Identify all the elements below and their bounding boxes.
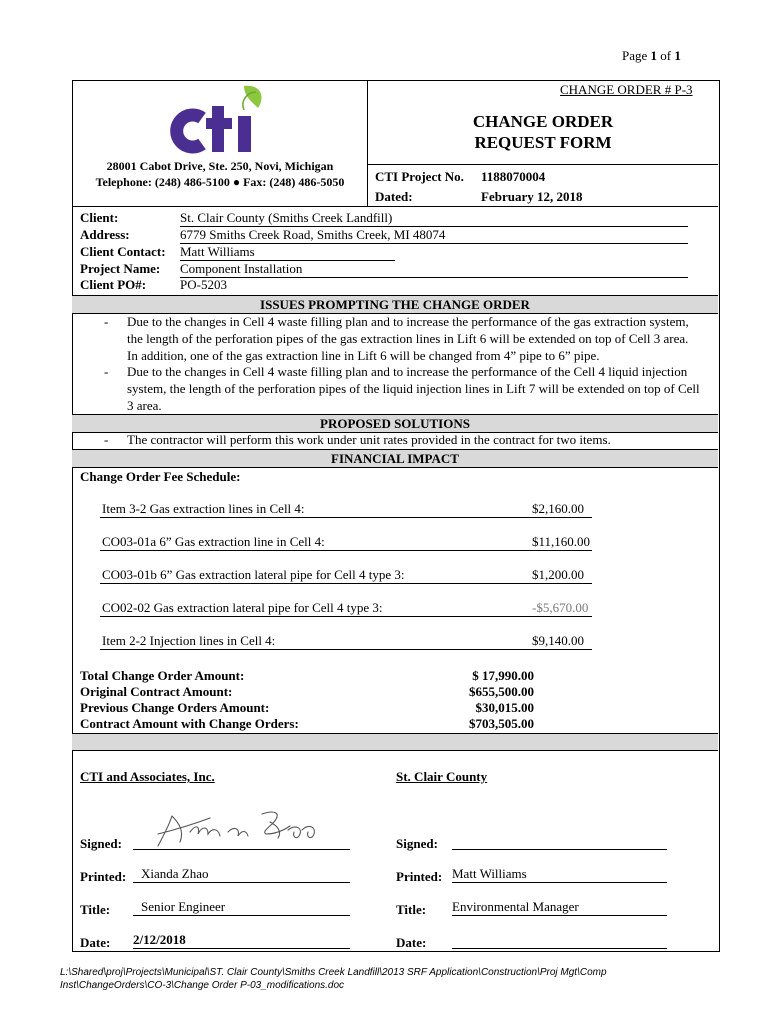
- total-value: $ 17,990.00: [472, 668, 534, 683]
- left-title-line: [133, 899, 350, 916]
- issue-item-2-line3: 3 area.: [127, 397, 162, 413]
- right-printed-label: Printed:: [396, 869, 443, 884]
- form-title-line1: CHANGE ORDER: [472, 112, 614, 131]
- left-org-name: CTI and Associates, Inc.: [80, 769, 215, 784]
- left-title-value: Senior Engineer: [141, 899, 226, 914]
- company-address: [76, 158, 364, 190]
- address-label: Address:: [80, 227, 130, 242]
- contract-with-orders-value: $703,505.00: [469, 716, 534, 731]
- financial-heading: FINANCIAL IMPACT: [72, 449, 718, 468]
- fee-amount: $2,160.00: [532, 501, 584, 516]
- project-name-value: Component Installation: [180, 261, 688, 278]
- fee-schedule-label: Change Order Fee Schedule:: [80, 469, 241, 484]
- left-date-line: [133, 932, 350, 949]
- left-signed-label: Signed:: [80, 836, 122, 851]
- fee-row: [100, 534, 592, 551]
- fee-label: Item 2-2 Injection lines in Cell 4:: [102, 633, 276, 648]
- right-date-line: [452, 932, 667, 949]
- client-contact-label: Client Contact:: [80, 244, 166, 259]
- left-date-label: Date:: [80, 935, 111, 950]
- right-printed-value: Matt Williams: [452, 866, 527, 881]
- handwritten-signature: [150, 802, 320, 850]
- fee-amount: $1,200.00: [532, 567, 584, 582]
- original-contract-value: $655,500.00: [469, 684, 534, 699]
- issue-item-2-dash: -: [104, 364, 109, 379]
- left-title-label: Title:: [80, 902, 111, 917]
- dated-value: February 12, 2018: [481, 189, 583, 204]
- project-no-value: 1188070004: [481, 169, 546, 184]
- right-title-line: [452, 899, 667, 916]
- dated-label: Dated:: [375, 189, 413, 204]
- fee-amount-negative: -$5,670.00: [532, 600, 589, 615]
- header-bottom-line: [72, 206, 718, 207]
- right-title-value: Environmental Manager: [452, 899, 579, 914]
- change-order-number: CHANGE ORDER # P-3: [560, 82, 693, 97]
- solution-item-dash: -: [104, 432, 109, 447]
- company-street: 28001 Cabot Drive, Ste. 250, Novi, Michigan: [106, 159, 334, 173]
- fee-label: CO03-01b 6” Gas extraction lateral pipe for Cell 4 type 3:: [102, 567, 405, 582]
- solutions-heading: PROPOSED SOLUTIONS: [72, 414, 718, 433]
- right-signed-line: [452, 833, 667, 850]
- right-org-name: St. Clair County: [396, 769, 488, 784]
- project-name-label: Project Name:: [80, 261, 161, 276]
- issue-item-1-line1: Due to the changes in Cell 4 waste filling plan and to increase the performance of the gas extraction system,: [127, 314, 689, 329]
- contract-with-orders-label: Contract Amount with Change Orders:: [80, 716, 299, 731]
- separator-band: [72, 733, 718, 751]
- right-title-label: Title:: [396, 902, 427, 917]
- issue-item-2-line1: Due to the changes in Cell 4 waste filling plan and to increase the performance of the Cell 4 liquid injection: [127, 364, 688, 379]
- fee-label: Item 3-2 Gas extraction lines in Cell 4:: [102, 501, 305, 516]
- issues-heading: ISSUES PROMPTING THE CHANGE ORDER: [72, 295, 718, 314]
- page-number: Page 1 of 1: [622, 48, 681, 63]
- issue-item-1-dash: -: [104, 314, 109, 329]
- fee-label: CO03-01a 6” Gas extraction line in Cell 4:: [102, 534, 325, 549]
- original-contract-label: Original Contract Amount:: [80, 684, 233, 699]
- file-path-line2: Inst\ChangeOrders\CO-3\Change Order P-03_modifications.doc: [60, 980, 345, 991]
- issue-item-1-line3: In addition, one of the gas extraction line in Lift 6 will be changed from 4” pipe to 6” pipe.: [127, 347, 600, 363]
- file-path-line1: L:\Shared\proj\Projects\Municipal\ST. Clair County\Smiths Creek Landfill\2013 SRF Application\Construction\Proj Mgt\Comp: [60, 967, 607, 978]
- project-no-label: CTI Project No.: [375, 169, 464, 184]
- left-printed-line: [133, 866, 350, 883]
- previous-orders-value: $30,015.00: [475, 700, 534, 715]
- issue-item-2-line2: system, the length of the perforation pipes of the liquid injection lines in Lift 7 will be extended on top of Cell: [127, 380, 700, 396]
- right-date-label: Date:: [396, 935, 427, 950]
- client-contact-value: Matt Williams: [180, 244, 395, 261]
- file-path-footer: [60, 966, 720, 992]
- previous-orders-label: Previous Change Orders Amount:: [80, 700, 270, 715]
- fee-row: [100, 633, 592, 650]
- client-po-label: Client PO#:: [80, 277, 147, 292]
- left-date-value: 2/12/2018: [133, 932, 186, 947]
- cti-logo: [160, 82, 280, 157]
- address-value: 6779 Smiths Creek Road, Smiths Creek, MI 48074: [180, 227, 688, 244]
- form-title-line2: REQUEST FORM: [474, 133, 612, 152]
- issue-item-1-line2: the length of the perforation pipes of the gas extraction lines in Lift 6 will be extended on top of Cell 3 area.: [127, 330, 689, 346]
- fee-amount: $11,160.00: [532, 534, 591, 549]
- fee-row: [100, 567, 592, 584]
- fee-row: [100, 600, 592, 617]
- client-value: St. Clair County (Smiths Creek Landfill): [180, 210, 688, 227]
- total-label: Total Change Order Amount:: [80, 668, 245, 683]
- left-printed-label: Printed:: [80, 869, 127, 884]
- fee-amount: $9,140.00: [532, 633, 584, 648]
- client-label: Client:: [80, 210, 119, 225]
- form-title: [443, 111, 643, 153]
- left-printed-value: Xianda Zhao: [141, 866, 209, 881]
- right-signed-label: Signed:: [396, 836, 438, 851]
- right-printed-line: [452, 866, 667, 883]
- fee-label: CO02-02 Gas extraction lateral pipe for Cell 4 type 3:: [102, 600, 383, 615]
- solution-item-text: The contractor will perform this work under unit rates provided in the contract for two items.: [127, 432, 611, 447]
- company-phone: Telephone: (248) 486-5100 ● Fax: (248) 486-5050: [95, 175, 345, 189]
- fee-row: [100, 501, 592, 518]
- client-po-value: PO-5203: [180, 277, 227, 292]
